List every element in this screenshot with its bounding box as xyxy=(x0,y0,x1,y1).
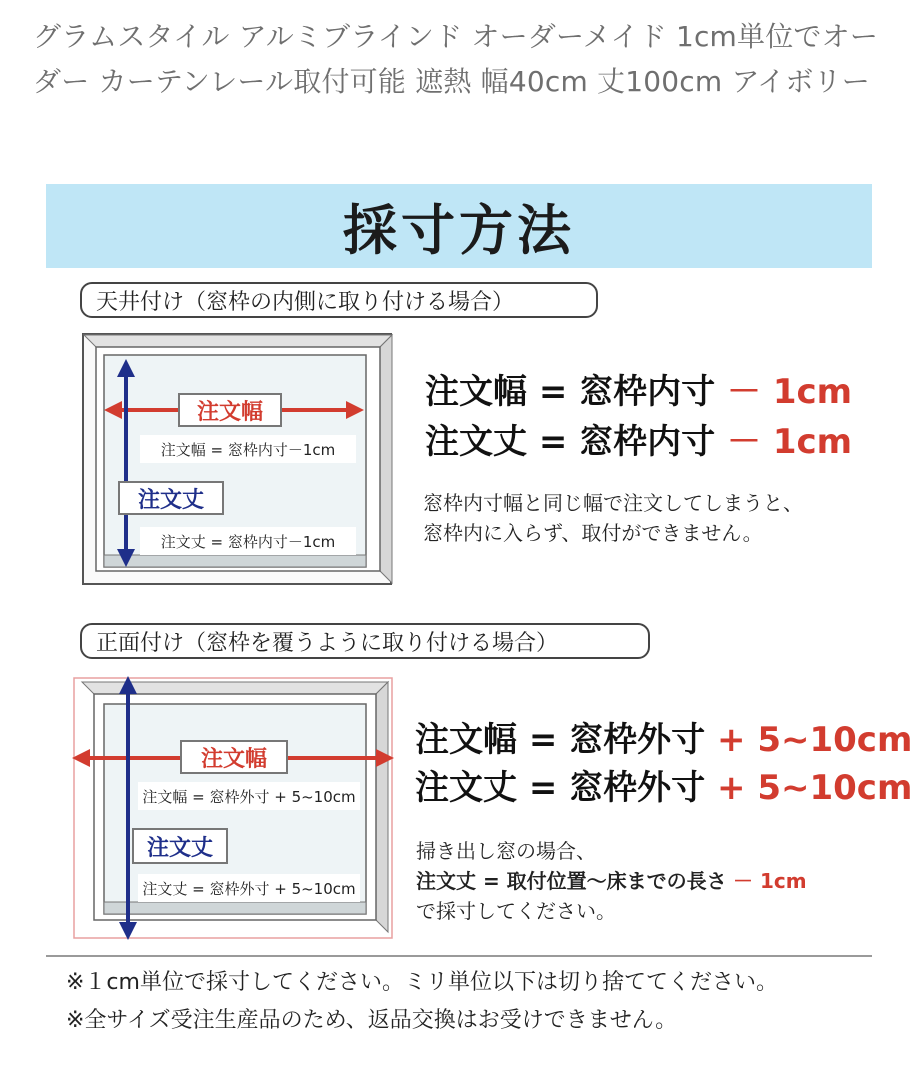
product-title: グラムスタイル アルミブラインド オーダーメイド 1cm単位でオーダー カーテンレール取付可能 遮熱 幅40cm 丈100cm アイボリー xyxy=(33,20,879,98)
measurement-banner xyxy=(46,184,872,268)
extra-line-formula xyxy=(416,866,807,896)
front-width-formula xyxy=(415,712,912,761)
caution-line: 窓枠内に入らず、取付ができません。 xyxy=(423,521,763,545)
formula-adjust: － 1cm xyxy=(727,422,853,462)
front-mount-diagram xyxy=(70,674,396,942)
caution-line: 窓枠内寸幅と同じ幅で注文してしまうと、 xyxy=(423,491,803,515)
width-tag: 注文幅 xyxy=(178,393,282,427)
banner-title: 採寸方法 xyxy=(343,198,575,262)
formula-main: 注文幅 = 窓枠外寸 xyxy=(415,720,706,760)
width-note: 注文幅 = 窓枠外寸 + 5~10cm xyxy=(138,782,360,810)
ceiling-mount-heading: 天井付け（窓枠の内側に取り付ける場合） xyxy=(80,282,598,318)
ceiling-height-formula xyxy=(425,414,852,463)
front-height-formula xyxy=(415,760,912,809)
height-note: 注文丈 = 窓枠外寸 + 5~10cm xyxy=(138,874,360,902)
height-tag: 注文丈 xyxy=(118,481,224,515)
formula-adjust: + 5~10cm xyxy=(717,720,913,760)
width-tag: 注文幅 xyxy=(180,740,288,774)
extra-line: 掃き出し窓の場合、 xyxy=(416,839,596,863)
extra-formula-main: 注文丈 = 取付位置～床までの長さ xyxy=(416,869,727,893)
ceiling-caution xyxy=(423,488,803,548)
extra-line: で採寸してください。 xyxy=(416,899,616,923)
formula-main: 注文丈 = 窓枠内寸 xyxy=(425,422,716,462)
ceiling-mount-diagram xyxy=(80,333,400,587)
formula-main: 注文丈 = 窓枠外寸 xyxy=(415,768,706,808)
front-mount-heading: 正面付け（窓枠を覆うように取り付ける場合） xyxy=(80,623,650,659)
formula-adjust: － 1cm xyxy=(727,372,853,412)
width-note: 注文幅 = 窓枠内寸－1cm xyxy=(140,435,356,463)
formula-adjust: + 5~10cm xyxy=(717,768,913,808)
extra-formula-adjust: － 1cm xyxy=(733,869,807,893)
height-tag: 注文丈 xyxy=(132,828,228,864)
divider xyxy=(46,955,872,957)
height-note: 注文丈 = 窓枠内寸－1cm xyxy=(140,527,356,555)
note-no-returns: ※全サイズ受注生産品のため、返品交換はお受けできません。 xyxy=(66,1008,678,1033)
ceiling-width-formula xyxy=(425,364,852,413)
note-rounding: ※１cm単位で採寸してください。ミリ単位以下は切り捨ててください。 xyxy=(66,970,778,995)
front-extra-note xyxy=(416,836,807,926)
formula-main: 注文幅 = 窓枠内寸 xyxy=(425,372,716,412)
